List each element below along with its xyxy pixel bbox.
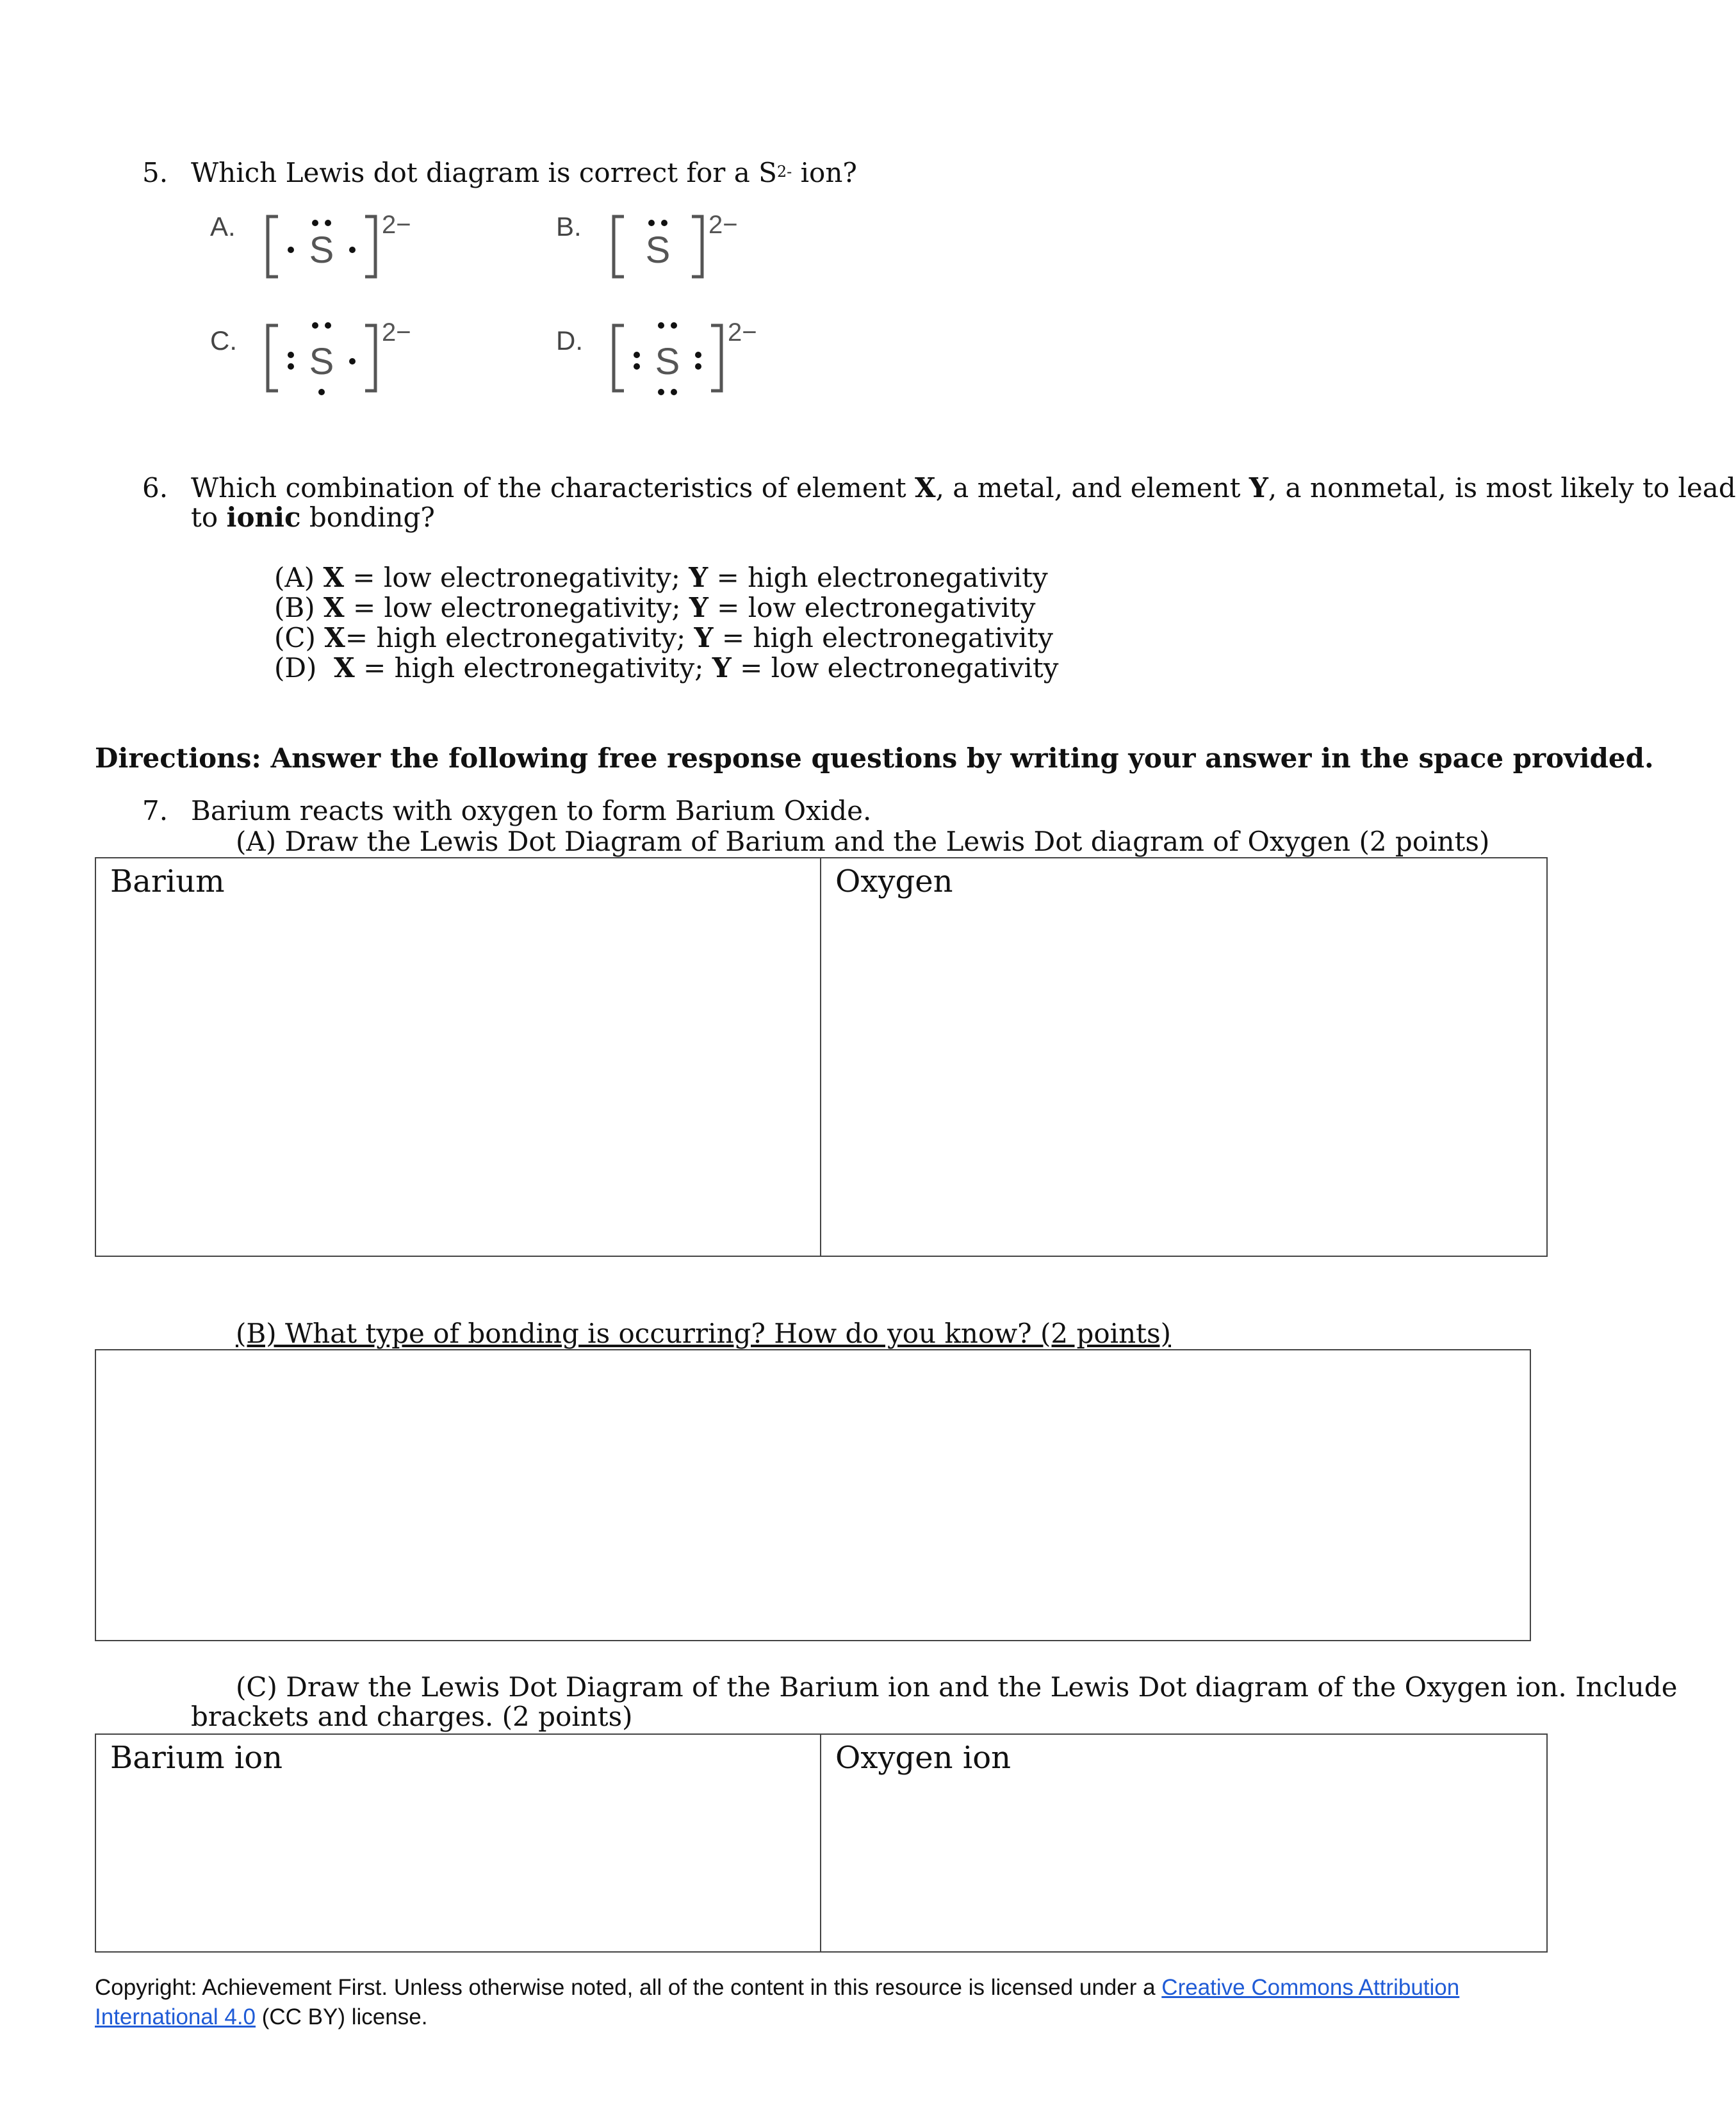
question-number: 6. bbox=[142, 472, 168, 504]
part-a-prompt: (A) Draw the Lewis Dot Diagram of Barium and the Lewis Dot diagram of Oxygen (2 points) bbox=[236, 826, 1490, 857]
copyright-footer: Copyright: Achievement First. Unless otherwise noted, all of the content in this resource is licensed under a Creative Commons Attribution International 4.0 (CC BY) license. bbox=[95, 1975, 1460, 2029]
element-symbol: S bbox=[309, 229, 334, 271]
ion-charge: 2− bbox=[728, 318, 757, 347]
cell-label: Barium ion bbox=[110, 1740, 283, 1776]
question-6-line2: to ionic bonding? bbox=[191, 502, 435, 533]
directions-heading: Directions: Answer the following free response questions by writing your answer in the space provided. bbox=[95, 742, 1654, 774]
option-label: B. bbox=[556, 211, 582, 242]
choice-c[interactable]: (C) X= high electronegativity; Y = high electronegativity bbox=[274, 622, 1053, 653]
part-b-prompt: (B) What type of bonding is occurring? How do you know? (2 points) bbox=[236, 1318, 1171, 1349]
cell-label: Oxygen ion bbox=[835, 1740, 1011, 1776]
question-number: 7. bbox=[142, 795, 168, 826]
question-7-text: Barium reacts with oxygen to form Barium Oxide. bbox=[191, 795, 872, 826]
barium-answer-box[interactable] bbox=[95, 857, 821, 1257]
option-c[interactable] bbox=[210, 325, 237, 356]
question-5 bbox=[142, 158, 168, 188]
choice-d[interactable]: (D) X = high electronegativity; Y = low electronegativity bbox=[274, 652, 1059, 684]
element-symbol: S bbox=[655, 341, 680, 382]
bracket-left bbox=[268, 217, 278, 277]
cell-label: Barium bbox=[110, 864, 225, 899]
oxygen-ion-answer-box[interactable] bbox=[820, 1733, 1548, 1953]
barium-ion-answer-box[interactable] bbox=[95, 1733, 821, 1953]
option-label: D. bbox=[556, 325, 583, 356]
question-5-text: Which Lewis dot diagram is correct for a $S^{2-}$ ion? bbox=[191, 157, 857, 188]
choice-b[interactable]: (B) X = low electronegativity; Y = low electronegativity bbox=[274, 592, 1036, 623]
choice-a[interactable]: (A) X = low electronegativity; Y = high electronegativity bbox=[274, 562, 1048, 593]
option-a[interactable] bbox=[210, 211, 236, 242]
lewis-diagram-c bbox=[263, 314, 429, 404]
ion-charge: 2− bbox=[708, 211, 738, 239]
oxygen-answer-box[interactable] bbox=[820, 857, 1548, 1257]
ion-charge: 2− bbox=[382, 211, 411, 239]
lewis-diagram-d bbox=[609, 314, 775, 404]
question-7 bbox=[142, 796, 168, 826]
lewis-diagram-a bbox=[263, 205, 429, 288]
question-number: 5. bbox=[142, 157, 168, 188]
option-label: A. bbox=[210, 211, 236, 242]
cell-label: Oxygen bbox=[835, 864, 953, 899]
license-link-version[interactable]: International 4.0 bbox=[95, 2004, 256, 2029]
charge-superscript: 2- bbox=[776, 163, 792, 181]
option-b[interactable] bbox=[556, 211, 582, 242]
bonding-answer-box[interactable] bbox=[95, 1349, 1531, 1641]
option-label: C. bbox=[210, 325, 237, 356]
license-link[interactable]: Creative Commons Attribution bbox=[1161, 1975, 1460, 2000]
element-symbol: S bbox=[645, 229, 671, 271]
part-c-prompt-line2: brackets and charges. (2 points) bbox=[191, 1701, 633, 1732]
option-d[interactable] bbox=[556, 325, 583, 356]
lewis-diagram-b bbox=[609, 205, 775, 288]
element-symbol: S bbox=[309, 341, 334, 382]
question-6-line1: Which combination of the characteristics of element X, a metal, and element Y, a nonmetal, is most likely to lead bbox=[191, 472, 1736, 504]
part-c-prompt-line1: (C) Draw the Lewis Dot Diagram of the Barium ion and the Lewis Dot diagram of the Oxygen ion. Include bbox=[236, 1671, 1678, 1703]
question-6 bbox=[142, 473, 168, 504]
q6-choices bbox=[274, 562, 1058, 683]
ion-charge: 2− bbox=[382, 318, 411, 347]
bracket-right bbox=[365, 217, 375, 277]
